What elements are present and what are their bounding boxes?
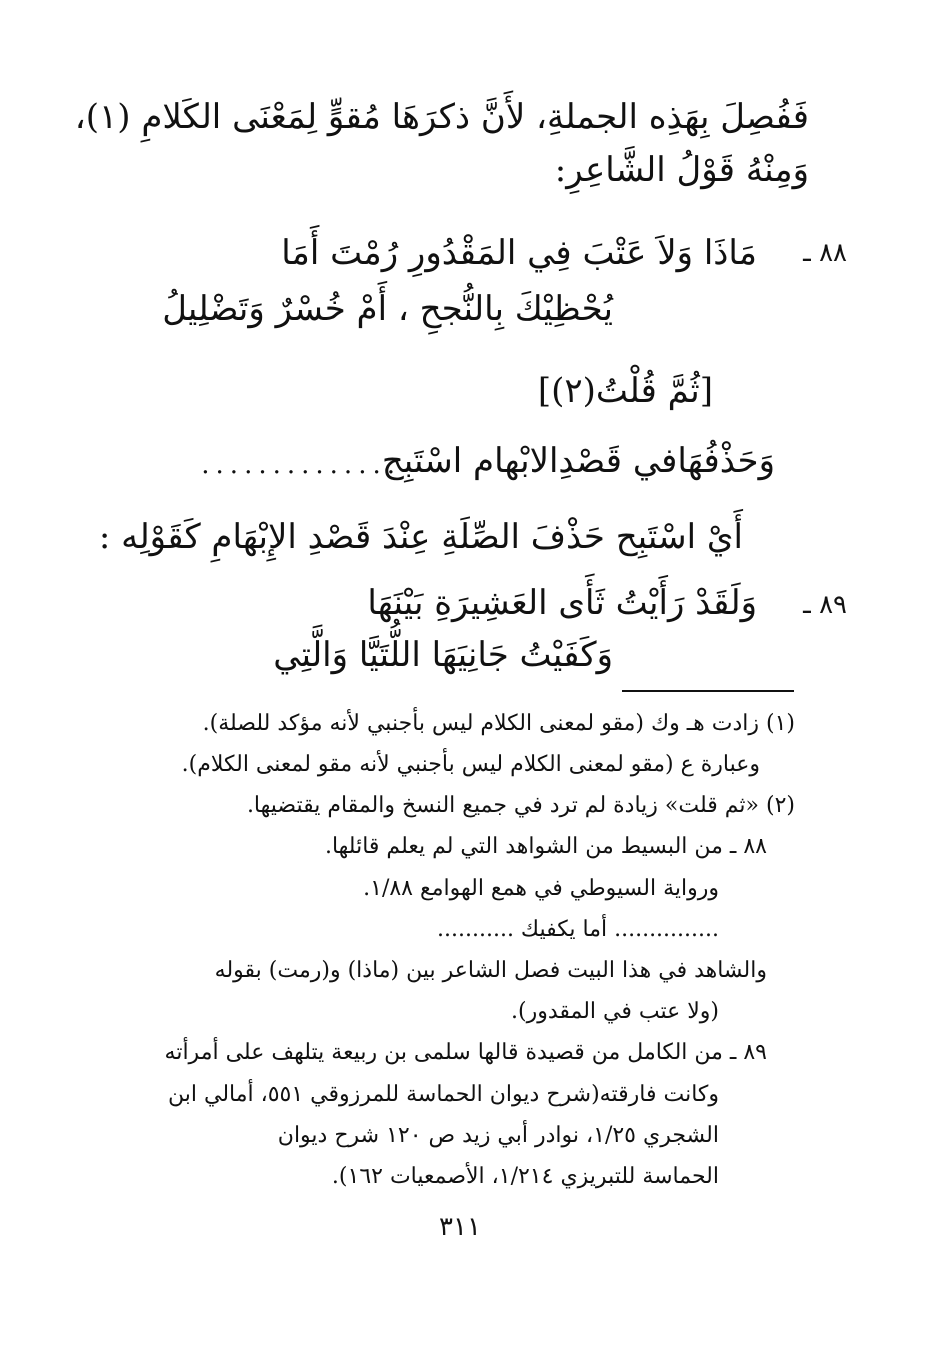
verse-line: مَاذَا وَلاَ عَتْبَ فِي المَقْدُورِ رُمْتَ أَمَا [281,233,757,273]
footnote-line: (٢) «ثم قلت» زيادة لم ترد في جميع النسخ والمقام يقتضيها. [246,793,795,818]
footnote-line: وعبارة ع (مقو لمعنى الكلام ليس بأجنبي لأنه مقو لمعنى الكلام). [181,752,760,777]
verse-line: وَكَفَيْتُ جَانِيَهَا اللُّتَيَّا وَالَّتِي [273,635,613,675]
footnote-line: (ولا عتب في المقدور). [511,999,719,1024]
footnote-line: وكانت فارقته(شرح ديوان الحماسة للمرزوقي ٥٥١، أمالي ابن [168,1082,719,1107]
footnote-line: (١) زادت هـ وك (مقو لمعنى الكلام ليس بأجنبي لأنه مؤكد للصلة). [202,711,795,736]
paragraph-line: وَمِنْهُ قَوْلُ الشَّاعِرِ: [554,150,809,190]
bracket-insertion: [ثُمَّ قُلْتُ(٢)] [537,371,713,411]
footnote-line: الشجري ١/٢٥، نوادر أبي زيد ص ١٢٠ شرح ديوان [277,1123,719,1148]
page-number: ٣١١ [439,1212,481,1242]
verse-number: ٨٩ ـ [803,590,847,620]
footnote-separator [622,690,794,692]
verse-number: ٨٨ ـ [803,238,847,268]
footnote-line: ورواية السيوطي في همع الهوامع ١/٨٨. [363,876,719,901]
alfiya-verse: وَحَذْفُهَافي قَصْدِالابْهام اسْتَبِح [381,441,775,481]
paragraph-line: أَيْ اسْتَبِح حَذْفَ الصِّلَةِ عِنْدَ قَصْدِ الإِبْهَامِ كَقَوْلِه : [98,517,743,557]
footnote-line: ٨٩ ـ من الكامل من قصيدة قالها سلمى بن ربيعة يتلهف على أمرأته [164,1040,767,1065]
footnote-line: ٨٨ ـ من البسيط من الشواهد التي لم يعلم قائلها. [324,834,767,859]
paragraph-line: فَفُصِلَ بِهَذِه الجملةِ، لأَنَّ ذكرَهَا مُقوٍّ لِمَعْنَى الكَلامِ (١)، [74,97,809,137]
footnote-line: والشاهد في هذا البيت فصل الشاعر بين (ماذا) و(رمت) بقوله [214,958,767,983]
footnote-line: الحماسة للتبريزي ١/٢١٤، الأصمعيات ١٦٢). [331,1164,719,1189]
ellipsis-dots: .............. [201,450,401,480]
verse-line: وَلَقَدْ رَأَيْتُ ثَأَى العَشِيرَةِ بَيْنَهَا [367,583,757,623]
footnote-line: ............... أما يكفيك ........... [437,917,719,942]
verse-line: يُحْظِيْكَ بِالنُّجحِ ، أَمْ خُسْرٌ وَتَضْلِيلُ [162,289,613,329]
